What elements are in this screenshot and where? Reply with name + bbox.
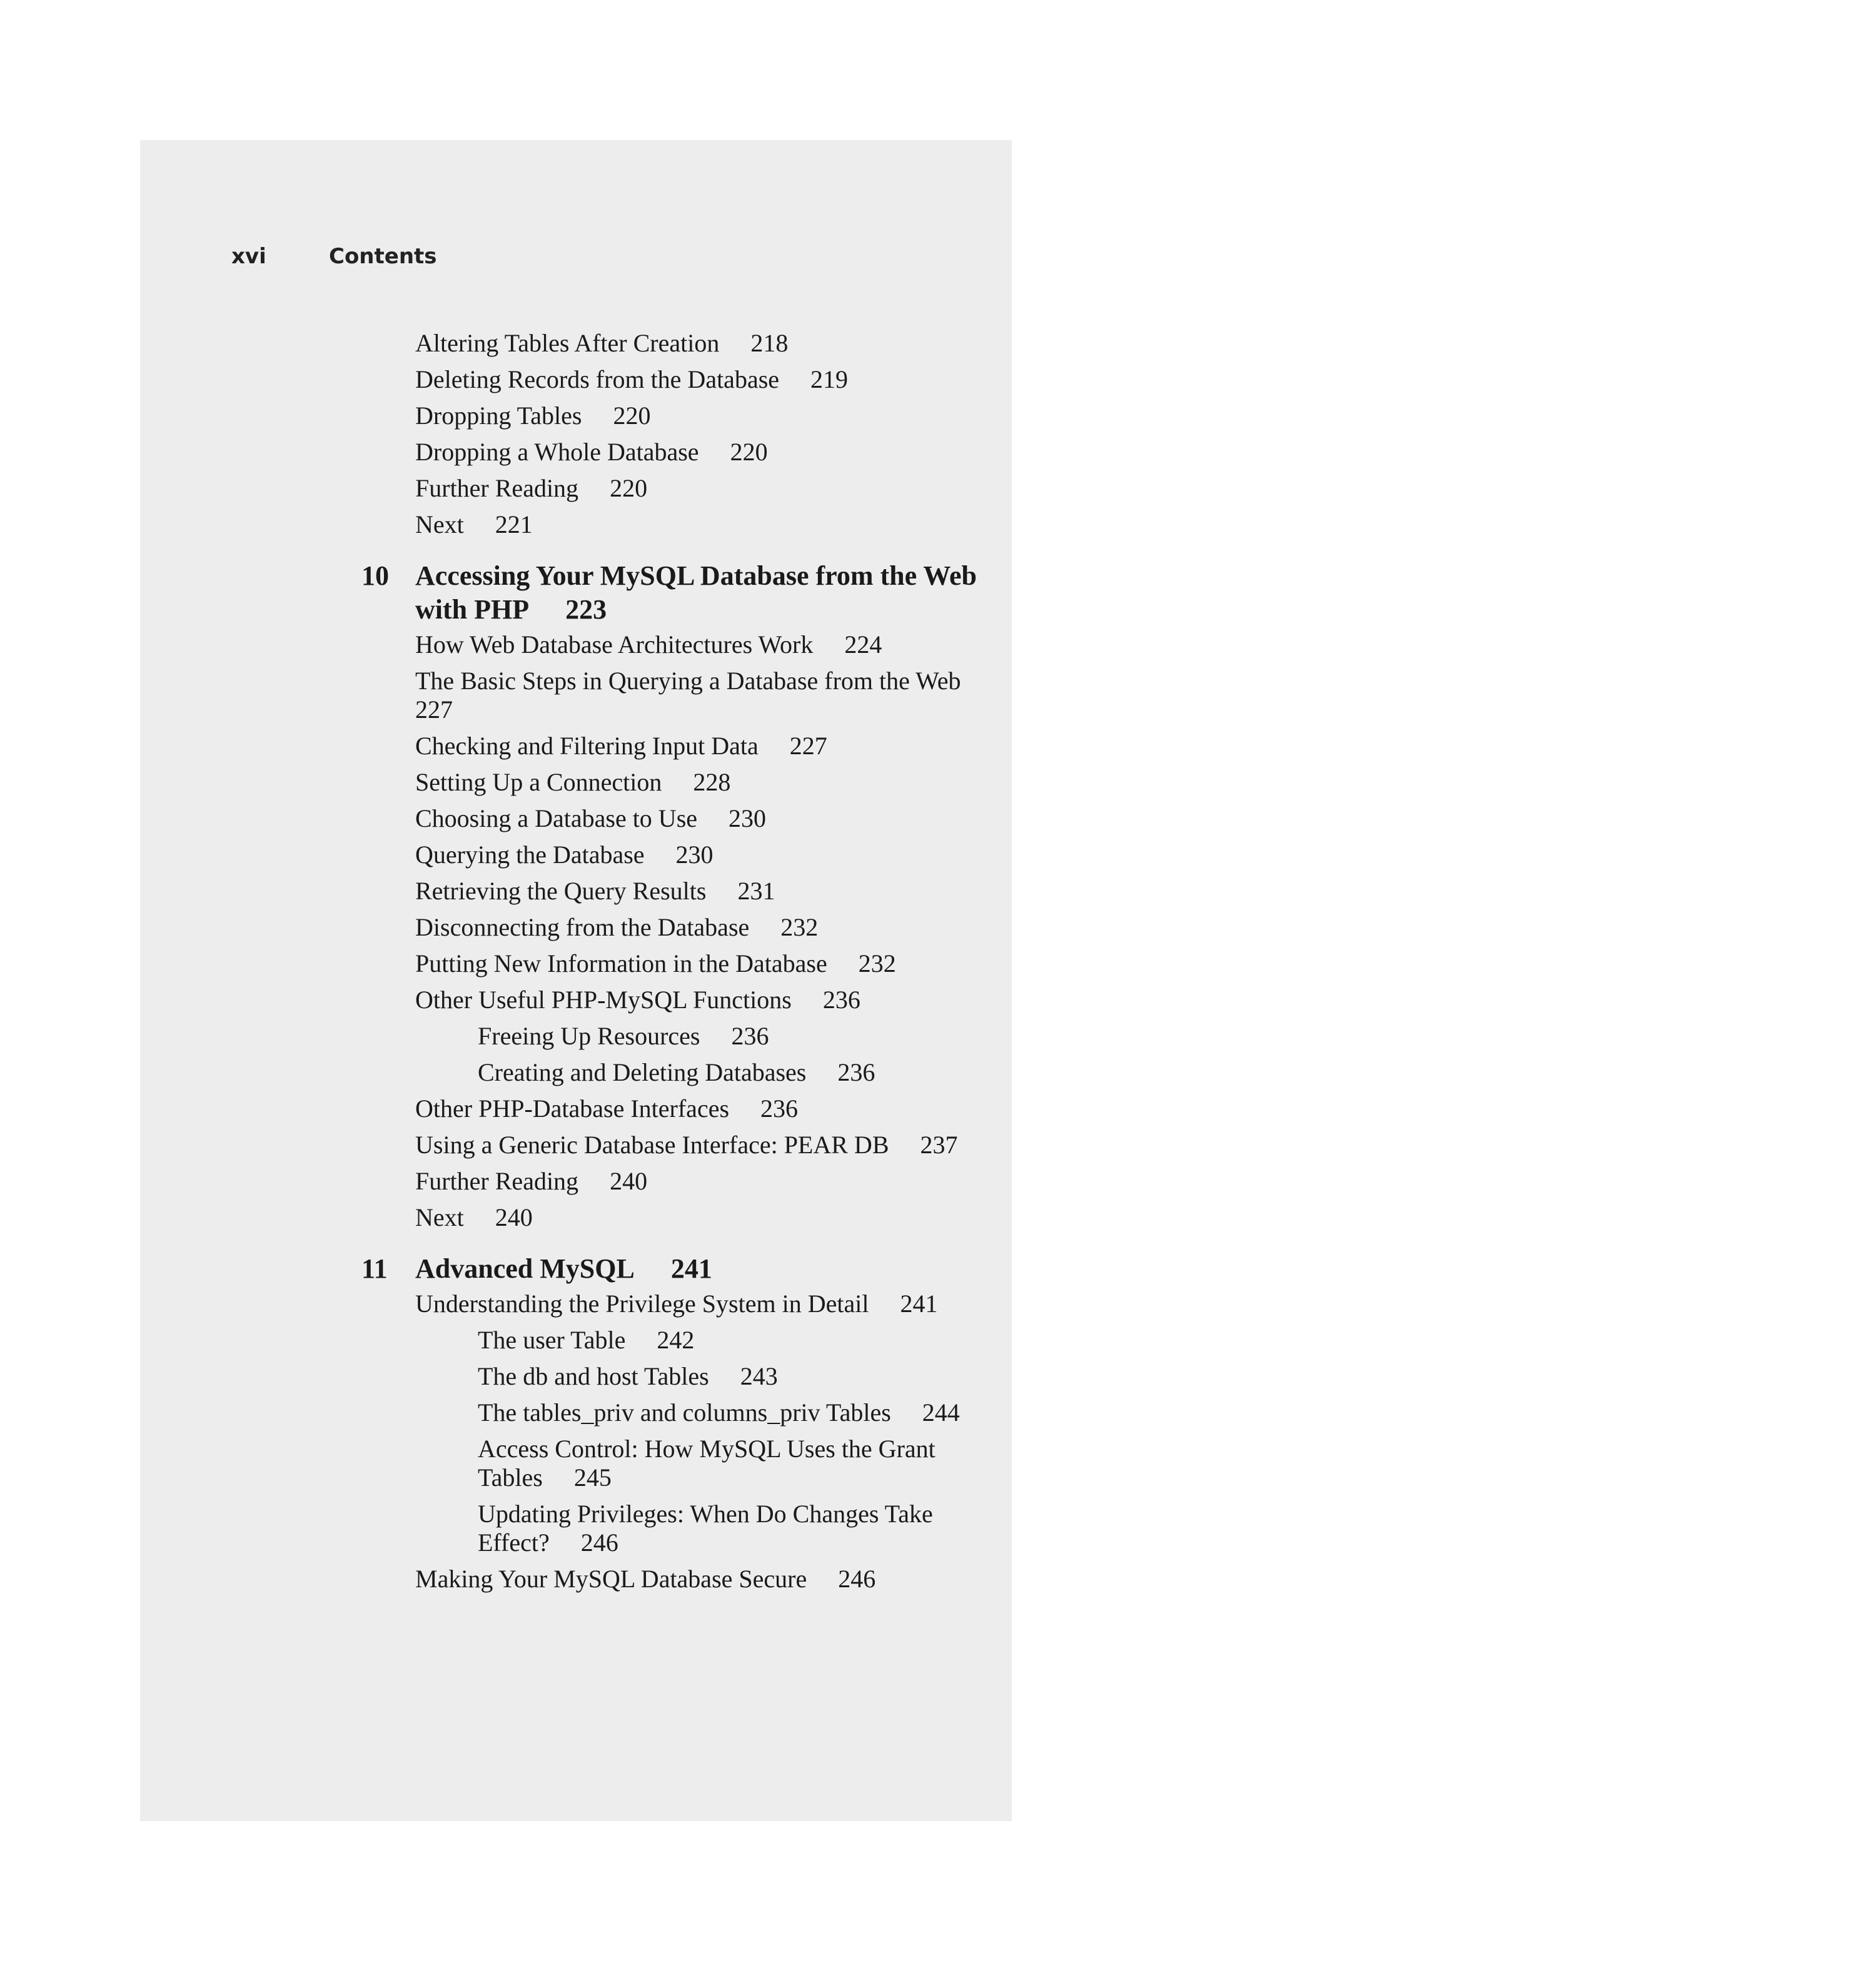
toc-entry [415,1290,991,1318]
page-folio: xvi [231,244,266,269]
toc-entry [415,438,991,467]
toc-entry-title: The Basic Steps in Querying a Database from the Web [415,667,961,695]
toc-entry-title: Dropping a Whole Database [415,438,699,466]
toc-entry [415,474,991,503]
chapter-heading [361,1252,991,1286]
toc-entry-page: 220 [610,474,648,502]
toc-entry-page: 236 [760,1094,799,1123]
toc-entry-page: 219 [810,365,849,393]
toc-entry-page: 230 [729,804,767,832]
chapter-page: 241 [670,1253,712,1284]
book-page [140,140,1012,1821]
chapter-title: Advanced MySQL [415,1253,635,1284]
toc-subentry [415,1500,991,1557]
toc-entry [415,630,991,659]
toc-entry-page: 244 [922,1398,960,1427]
toc-entry-title: Further Reading [415,474,579,502]
toc-entry [415,510,991,539]
toc-entry-title: Choosing a Database to Use [415,804,698,832]
toc-entry-title: Querying the Database [415,841,645,869]
toc-entry [415,1131,991,1159]
toc-entry-page: 246 [838,1565,876,1593]
toc-entry-title: Deleting Records from the Database [415,365,780,393]
toc-entry [415,913,991,942]
toc-subentry [415,1022,991,1051]
toc-entry-title: Other Useful PHP-MySQL Functions [415,986,792,1014]
toc-entry-title: Checking and Filtering Input Data [415,732,759,760]
toc-entry-page: 230 [675,841,714,869]
toc-entry [415,732,991,760]
toc-entry-page: 240 [610,1167,648,1195]
toc-entry [415,1565,991,1594]
toc-entry [415,329,991,358]
toc-entry-page: 243 [740,1362,778,1390]
toc-entry-page: 236 [822,986,860,1014]
toc-entry [415,804,991,833]
toc-entry-title: The db and host Tables [478,1362,709,1390]
toc-entry-page: 232 [780,913,819,941]
toc-entry-page: 220 [613,402,651,430]
toc-entry-title: Updating Privileges: When Do Changes Take Effect? [478,1500,933,1557]
toc-entry-title: Using a Generic Database Interface: PEAR DB [415,1131,889,1159]
toc-entry-page: 236 [731,1022,769,1050]
toc-entry-page: 241 [900,1290,938,1318]
chapter-number: 10 [361,560,389,591]
toc-entry-title: Freeing Up Resources [478,1022,700,1050]
toc-entry-page: 228 [693,768,731,796]
toc-entry [415,986,991,1014]
toc-subentry [415,1398,991,1427]
toc-entry-title: Understanding the Privilege System in Detail [415,1290,869,1318]
toc-entry-title: Altering Tables After Creation [415,329,720,357]
toc-entry-page: 237 [920,1131,958,1159]
chapter-number: 11 [361,1253,388,1284]
toc-entry-page: 221 [495,510,533,538]
toc-entry-page: 227 [415,695,453,724]
toc-entry-page: 245 [573,1463,612,1492]
toc-entry-page: 232 [858,949,896,977]
toc-entry-title: Further Reading [415,1167,579,1195]
toc-entry [415,841,991,869]
running-head [231,244,437,269]
chapter-heading [361,559,991,627]
toc-entry [415,402,991,430]
toc-entry-page: 242 [657,1326,695,1354]
toc-entry [415,365,991,394]
toc-entry-title: Setting Up a Connection [415,768,662,796]
toc-entry-title: Access Control: How MySQL Uses the Grant Tables [478,1435,935,1492]
toc-entry [415,667,991,724]
toc-entry [415,1094,991,1123]
toc-entry-page: 236 [837,1058,875,1086]
toc-entry-page: 231 [737,877,775,905]
toc-entry-title: How Web Database Architectures Work [415,630,814,659]
toc-entry-title: The user Table [478,1326,626,1354]
toc-entry [415,1167,991,1196]
toc-entry [415,949,991,978]
toc-entry-title: The tables_priv and columns_priv Tables [478,1398,891,1427]
running-head-title: Contents [329,244,437,269]
toc-subentry [415,1058,991,1087]
toc-entry-title: Next [415,1203,464,1231]
toc-entry [415,768,991,797]
toc-entry-title: Retrieving the Query Results [415,877,707,905]
toc-entry-title: Creating and Deleting Databases [478,1058,807,1086]
chapter-title: Accessing Your MySQL Database from the Web with PHP [415,560,977,625]
toc-entry-page: 227 [789,732,827,760]
toc-subentry [415,1326,991,1355]
table-of-contents [361,329,991,1601]
toc-entry-page: 218 [750,329,789,357]
toc-entry-title: Putting New Information in the Database [415,949,827,977]
toc-entry-title: Other PHP-Database Interfaces [415,1094,730,1123]
chapter-page: 223 [565,594,607,625]
toc-entry-page: 224 [844,630,882,659]
toc-entry-title: Making Your MySQL Database Secure [415,1565,807,1593]
toc-entry-title: Disconnecting from the Database [415,913,750,941]
toc-entry [415,877,991,906]
toc-entry-page: 220 [730,438,768,466]
toc-entry-title: Dropping Tables [415,402,582,430]
toc-subentry [415,1435,991,1492]
toc-subentry [415,1362,991,1391]
toc-entry-page: 246 [580,1528,618,1557]
toc-entry-title: Next [415,510,464,538]
toc-entry [415,1203,991,1232]
toc-entry-page: 240 [495,1203,533,1231]
